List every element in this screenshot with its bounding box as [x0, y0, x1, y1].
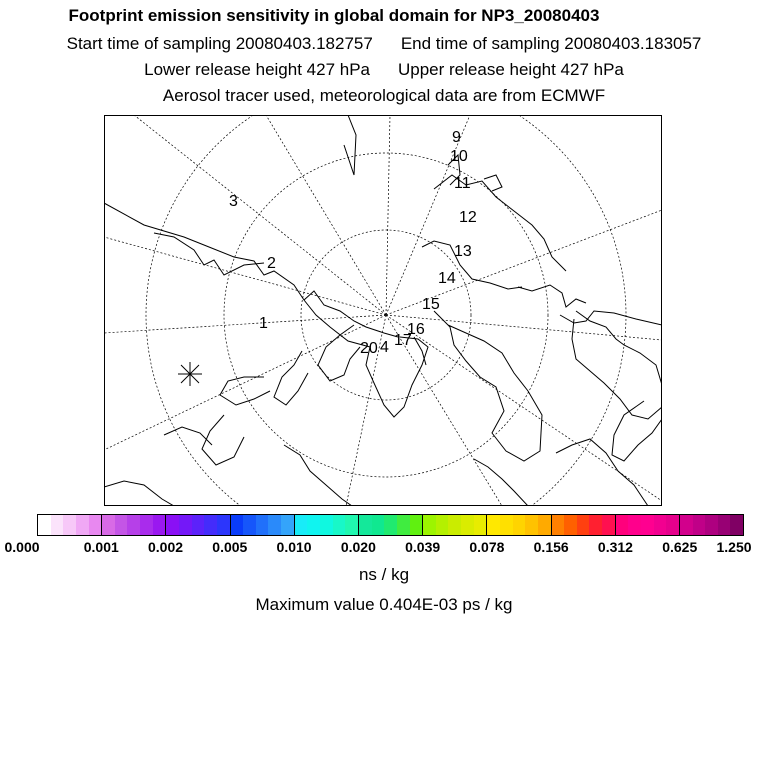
colorbar-swatch	[359, 515, 372, 535]
colorbar-swatch	[602, 515, 615, 535]
colorbar-tick-label: 0.039	[405, 539, 441, 555]
colorbar-swatch	[730, 515, 743, 535]
traj-label-2: 2	[267, 255, 276, 272]
colorbar-tick-label: 0.156	[533, 539, 569, 555]
colorbar-swatch	[51, 515, 64, 535]
colorbar-swatch	[345, 515, 358, 535]
colorbar-unit: ns / kg	[358, 565, 410, 584]
traj-label-20: 20	[360, 340, 378, 357]
colorbar-swatch	[333, 515, 346, 535]
colorbar-swatch	[127, 515, 140, 535]
colorbar-tick-label: 0.020	[340, 539, 376, 555]
colorbar-band	[423, 515, 487, 535]
traj-label-4: 4	[380, 339, 389, 356]
colorbar-swatch	[628, 515, 641, 535]
colorbar-labels	[0, 539, 768, 559]
colorbar-tick-label: 0.000	[4, 539, 40, 555]
colorbar-swatch	[693, 515, 706, 535]
colorbar-swatch	[654, 515, 667, 535]
colorbar-swatch	[718, 515, 731, 535]
colorbar-swatch	[243, 515, 256, 535]
colorbar-band	[295, 515, 359, 535]
colorbar-tick-label: 0.005	[212, 539, 248, 555]
colorbar-swatch	[231, 515, 244, 535]
colorbar-swatch	[102, 515, 115, 535]
colorbar-swatch	[448, 515, 461, 535]
traj-label-1: 1	[259, 315, 268, 332]
release-point-marker	[178, 362, 202, 386]
colorbar-swatch	[192, 515, 205, 535]
traj-label-3: 3	[229, 193, 238, 210]
colorbar-swatch	[552, 515, 565, 535]
colorbar-tick-label: 0.078	[469, 539, 505, 555]
colorbar-swatch	[115, 515, 128, 535]
colorbar-swatch	[474, 515, 487, 535]
colorbar-swatch	[500, 515, 513, 535]
colorbar-swatch	[436, 515, 449, 535]
colorbar-swatch	[204, 515, 217, 535]
start-time: Start time of sampling 20080403.182757	[66, 34, 373, 53]
colorbar-swatch	[525, 515, 538, 535]
colorbar-swatch	[384, 515, 397, 535]
colorbar-swatch	[76, 515, 89, 535]
colorbar-band	[231, 515, 295, 535]
colorbar-swatch	[487, 515, 500, 535]
colorbar-band	[680, 515, 743, 535]
colorbar	[37, 514, 744, 536]
upper-release-height: Upper release height 427 hPa	[398, 60, 624, 79]
colorbar-tick-label: 0.312	[597, 539, 633, 555]
colorbar-swatch	[589, 515, 602, 535]
colorbar-swatch	[179, 515, 192, 535]
colorbar-swatch	[423, 515, 436, 535]
colorbar-band	[616, 515, 680, 535]
colorbar-swatch	[320, 515, 333, 535]
traj-label-12: 12	[459, 209, 477, 226]
colorbar-band	[166, 515, 230, 535]
colorbar-swatch	[89, 515, 102, 535]
colorbar-swatch	[666, 515, 679, 535]
colorbar-band	[102, 515, 166, 535]
colorbar-swatch	[397, 515, 410, 535]
traj-label-11: 11	[454, 175, 471, 192]
colorbar-tick-label: 0.001	[83, 539, 119, 555]
traj-label-14: 14	[438, 270, 456, 287]
colorbar-swatch	[307, 515, 320, 535]
colorbar-swatch	[705, 515, 718, 535]
colorbar-swatch	[564, 515, 577, 535]
colorbar-swatch	[166, 515, 179, 535]
colorbar-swatch	[513, 515, 526, 535]
traj-label-10: 10	[450, 148, 468, 165]
colorbar-swatch	[295, 515, 308, 535]
colorbar-swatch	[577, 515, 590, 535]
colorbar-swatch	[63, 515, 76, 535]
colorbar-swatch	[256, 515, 269, 535]
colorbar-swatch	[38, 515, 51, 535]
lower-release-height: Lower release height 427 hPa	[144, 60, 370, 79]
end-time: End time of sampling 20080403.183057	[400, 34, 702, 53]
maximum-value: Maximum value 0.404E-03 ps / kg	[255, 595, 513, 614]
colorbar-tick-label: 1.250	[716, 539, 752, 555]
colorbar-band	[487, 515, 551, 535]
colorbar-tick-label: 0.002	[148, 539, 184, 555]
colorbar-tick-label: 0.010	[276, 539, 312, 555]
colorbar-band	[359, 515, 423, 535]
traj-label-13: 13	[454, 243, 472, 260]
traj-label-17: 17	[394, 332, 412, 349]
colorbar-swatch	[217, 515, 230, 535]
tracer-note: Aerosol tracer used, meteorological data are from ECMWF	[162, 86, 606, 105]
colorbar-swatch	[140, 515, 153, 535]
colorbar-swatch	[461, 515, 474, 535]
traj-label-16: 16	[407, 321, 425, 338]
colorbar-band	[38, 515, 102, 535]
sampling-times	[0, 34, 768, 54]
release-heights	[0, 60, 768, 80]
colorbar-swatch	[153, 515, 166, 535]
colorbar-swatch	[268, 515, 281, 535]
colorbar-swatch	[281, 515, 294, 535]
colorbar-swatch	[538, 515, 551, 535]
traj-label-15: 15	[422, 296, 440, 313]
colorbar-swatch	[680, 515, 693, 535]
colorbar-tick-label: 0.625	[662, 539, 698, 555]
colorbar-band	[552, 515, 616, 535]
colorbar-swatch	[641, 515, 654, 535]
footprint-map	[104, 115, 662, 506]
colorbar-swatch	[410, 515, 423, 535]
colorbar-swatch	[616, 515, 629, 535]
traj-label-9: 9	[452, 129, 461, 146]
map-title: Footprint emission sensitivity in global domain for NP3_20080403	[68, 6, 600, 25]
colorbar-swatch	[372, 515, 385, 535]
